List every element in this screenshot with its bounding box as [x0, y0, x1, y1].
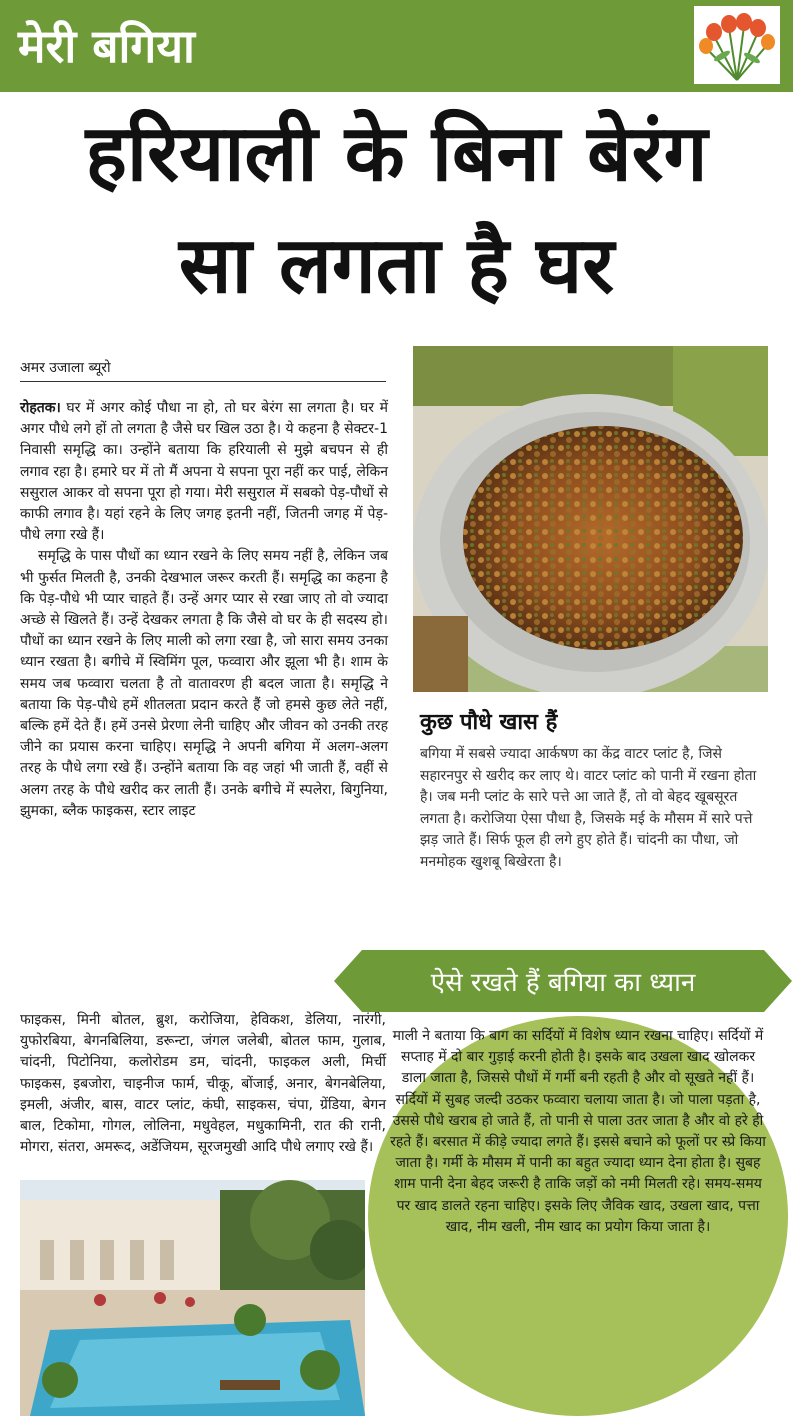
headline-line-1: हरियाली के बिना बेरंग [85, 109, 708, 199]
paragraph-2: समृद्धि के पास पौधों का ध्यान रखने के लिए समय नहीं है, लेकिन जब भी फुर्सत मिलती है, उनकी देखभाल जरूर करती हैं। समृद्धि का कहना है कि पेड़-पौधे भी प्यार चाहते हैं। उन्हें अगर प्यार से रखा जाए तो वो ज्यादा अच्छे से खिलते हैं। उन्हें देखकर लगता है कि जैसे वो घर के ही सदस्य हो। पौधों का ध्यान रखने के लिए माली को लगा रखा है, जो सारा समय उनका ध्यान रखता है। बगीचे में स्विमिंग पूल, फव्वारा और झूला भी है। शाम के समय जब फव्वारा चलता है तो वातावरण ही बदल जाता है। समृद्धि ने बताया कि पेड़-पौधे हमें शीतलता प्रदान करते हैं जो हमसे कुछ लेते नहीं, बल्कि हमें देते हैं। हमें उनसे प्रेरणा लेनी चाहिए और जीवन को उनकी तरह जीने का प्रयास करना चाहिए। समृद्धि ने अपनी बगिया में अलग-अलग तरह के पौधे लगा रखे हैं। उन्होंने बताया कि वह जहां भी जाती हैं, वहीं से अलग तरह के पौधे खरीद कर लाती हैं। उनके बगीचे में स्पलेरा, बिगुनिया, झुमका, ब्लैक फाइकस, स्टार लाइट [20, 548, 388, 819]
tips-text: माली ने बताया कि बाग का सर्दियों में विशेष ध्यान रखना चाहिए। सर्दियों में सप्ताह में दो बार गुड़ाई करनी होती है। इसके बाद उखला खाद खोलकर डाला जाता है, जिससे पौधों में गर्मी बनी रहती है और वो सूखते नहीं हैं। सर्दियों में सुबह जल्दी उठकर फव्वारा चलाया जाता है। जो पाला पड़ता है, उससे पौधे खराब हो जाते हैं, तो पानी से पाला उतर जाता है और वो हरे ही रहते हैं। बरसात में कीड़े ज्यादा लगते हैं। इससे बचाने को फूलों पर स्प्रे किया जाता है। गर्मी के मौसम में पानी का बहुत ज्यादा ध्यान देना होता है। सुबह शाम पानी देना बेहद जरूरी है ताकि जड़ों को नमी मिलती रहे। समय-समय पर खाद डालते रहना चाहिए। इसके लिए जैविक खाद, उखला खाद, पत्ता खाद, नीम खली, नीम खाद का प्रयोग किया जाता है। [390, 1028, 766, 1235]
flower-bouquet-photo [694, 6, 780, 84]
byline: अमर उजाला ब्यूरो [20, 358, 386, 382]
article-body-continued: फाइकस, मिनी बोतल, ब्रुश, करोजिया, हेविकश, डेलिया, नारंगी, युफोरबिया, बेगनबिलिया, डरून्टा, जंगल जलेबी, बोतल फाम, गुलाब, चांदनी, पिटोनिया, कलोरोडम डम, चांदनी, फाइकल अली, मिर्ची फाइकस, इबजोरा, चाइनीज फार्म, चीकू, बोंजाई, अनार, बेगनबेलिया, इमली, अंजीर, बास, वाटर प्लांट, कंघी, साइकस, चंपा, ग्रेंडिया, बेगन बाल, टिकोमा, गोगल, लोलिना, मधुवेहल, मधुकामिनी, रात की रानी, मोगरा, संतरा, अमरूद, अडेंजियम, सूरजमुखी आदि पौधे लगाए रखे हैं। [20, 1012, 386, 1156]
water-plant-photo [413, 346, 768, 692]
dateline: रोहतक। [20, 400, 61, 416]
sidebar-text: बगिया में सबसे ज्यादा आर्कषण का केंद्र वाटर प्लांट है, जिसे सहारनपुर से खरीद कर लाए थे। वाटर प्लांट को पानी में रखना होता है। जब मनी प्लांट के सारे पत्ते आ जाते हैं, तो वो बेहद खूबसूरत लगता है। करोजिया ऐसा पौधा है, जिसके मई के मौसम में सारे पत्ते झड़ जाते हैं। सिर्फ फूल ही लगे हुए होते हैं। चांदनी का पौधा, जो मनमोहक खुशबू बिखेरता है। [420, 746, 757, 870]
headline-line-2: सा लगता है घर [178, 221, 615, 311]
paragraph-1 [20, 398, 388, 546]
section-label: मेरी बगिया [18, 19, 195, 73]
sidebar-heading: कुछ पौधे खास हैं [420, 710, 558, 735]
paragraph-1-text: घर में अगर कोई पौधा ना हो, तो घर बेरंग सा लगता है। घर में अगर पौधे लगे हों तो लगता है जैसे घर खिल उठा है। ये कहना है सेक्टर-1 निवासी समृद्धि का। उन्होंने बताया कि हरियाली से मुझे बचपन से ही लगाव रहा है। हमारे घर में तो मैं अपना ये सपना पूरा नहीं कर पाई, लेकिन ससुराल आकर वो सपना पूरा हो गया। मेरी ससुराल में सबको पेड़-पौधों से काफी लगाव है। यहां रहने के लिए जगह इतनी नहीं, जितनी जगह में पेड़-पौधे लगा रखे हैं। [20, 400, 388, 544]
tips-banner-label: ऐसे रखते हैं बगिया का ध्यान [430, 968, 696, 998]
headline [0, 98, 793, 322]
garden-pool-photo [20, 1180, 365, 1416]
article-body [20, 398, 388, 822]
